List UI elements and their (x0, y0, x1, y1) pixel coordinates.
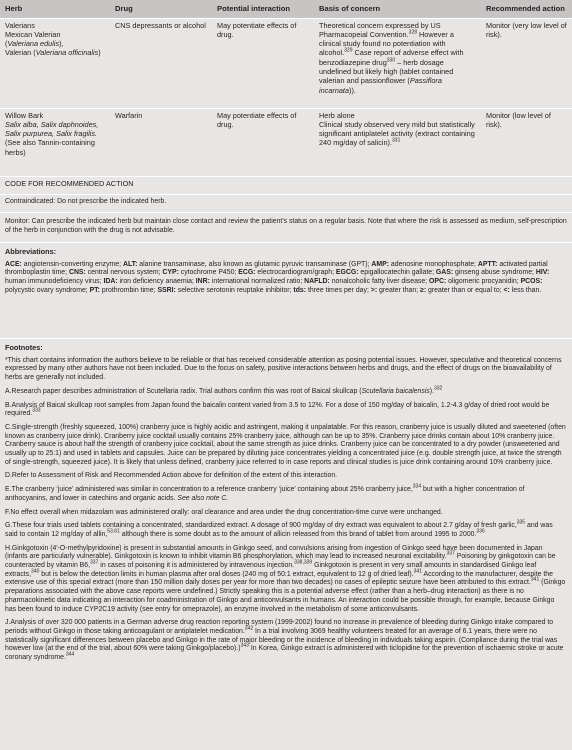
monitor-text: Monitor: Can prescribe the indicated herb but maintain close contact and review the patient's status on a regular basis. Note that where the risk is assessed as medium, self-prescription of the herb in conjunction with the drug is not advisable. (5, 218, 567, 234)
table-header-row (0, 0, 572, 18)
table-row (0, 108, 572, 176)
header-basis-of-concern: Basis of concern (314, 0, 481, 18)
code-title-section (0, 176, 572, 194)
footnote-item: *This chart contains information the authors believe to be reliable or that has received considerable attention as posing potential issues. However, speculative and theoretical concerns expressed by many other authors have not been included. Due to the focus on safety, positive interactions between herbs and drugs, and the effect of drugs on the bioavailability of herbs are generally not included. (5, 356, 562, 382)
interaction-cell: May potentiate effects of drug. (212, 18, 314, 108)
footnotes-title: Footnotes: (5, 343, 43, 352)
abbreviations-title: Abbreviations: (5, 247, 57, 256)
contraindicated-text: Contraindicated: Do not prescribe the indicated herb. (5, 198, 167, 205)
footnotes-list (5, 357, 567, 663)
header-herb: Herb (0, 0, 110, 18)
monitor-section (0, 212, 572, 242)
code-title: CODE FOR RECOMMENDED ACTION (5, 179, 134, 188)
abbreviations-body: ACE: angiotensin-converting enzyme; ALT: alanine transaminase, also known as glutamic pyruvic transaminase (GPT); AMP: adenosine monophosphate; APTT: activated partial thromboplastin time; CNS: central nervous system; CYP: cytochrome P450; ECG: electrocardiogram/graph; EGCG: epigallocatechin gallate; GAS: ginseng abuse syndrome; HIV: human immunodeficiency virus; IDA: iron deficiency anaemia; INR: international normalized ratio; NAFLD: nonalcoholic fatty liver disease; OPC: oligomeric procyanidin; PCOS: polycystic ovary syndrome; PT: prothrombin time; SSRI: selective serotonin reuptake inhibitor; tds: three times per day; >: greater than; ≥: greater than or equal to; <: less than. (5, 260, 550, 294)
action-cell: Monitor (low level of risk). (481, 108, 572, 176)
header-potential-interaction: Potential interaction (212, 0, 314, 18)
herb-cell: Valerians Mexican Valerian (Valeriana edulis), Valerian (Valeriana officinalis) (0, 18, 110, 108)
footnote-item: F.No effect overall when midazolam was administered orally: oral clearance and area under the drug concentration-time curve were unchanged. (5, 508, 443, 516)
basis-cell: Theoretical concern expressed by US Pharmacopeial Convention.$^{328}$ However a clinical study found no potentiation with alcohol.$^{329}$ Case report of adverse effect with benzodiazepine drug$^{330}$ – herb dosage undefined but likely high (tablet contained valerian and passionflower (Passiflora incarnata)). (314, 18, 481, 108)
table-row (0, 18, 572, 108)
action-cell: Monitor (very low level of risk). (481, 18, 572, 108)
abbreviations-section (0, 242, 572, 338)
footnote-item: D.Refer to Assessment of Risk and Recommended Action above for definition of the extent of this interaction. (5, 472, 338, 480)
footnote-item: C.Single-strength (freshly squeezed, 100%) cranberry juice is highly acidic and astringent, making it unpalatable. For this reason, cranberry juice is usually diluted and sweetened (often known as cranberry juice drink). Cranberry juice cocktail usually contains 25% cranberry juice, although can be up to 35%. Cranberry juice drinks contain about 10% cranberry juice. Cranberry sauce is about half the strength of cranberry juice cocktail, about the same strength as juice drinks. Cranberry juice can be concentrated to a dry powder (unsweetened and usually up to 25:1) and used in tablets and capsules. Juice can be prepared by diluting juice concentrates yielding a concentrated juice (e.g. double strength juice, at twice the strength of single-strength, squeezed juice). It is likely that unless defined, cranberry juice referred to in case reports and clinical studies is juice drink containing around 10% cranberry juice. (5, 423, 566, 466)
drug-cell: CNS depressants or alcohol (110, 18, 212, 108)
footnote-item: G.These four trials used tablets containing a concentrated, standardized extract. A dosage of 900 mg/day of dry extract was equivalent to about 2.7 g/day of fresh garlic,$^{335}$ and was said to contain 12 mg/day of allin,$^{53,61}$ although there is some doubt as to the amount of allicin released from this brand of tablet from around 1995 to 2000.$^{336}$ (5, 519, 553, 538)
basis-cell: Herb alone Clinical study observed very mild but statistically significant antiplatelet activity (extract containing 240 mg/day of salicin).$^{331}$ (314, 108, 481, 176)
footnote-item: H.Ginkgotoxin (4'-O-methylpyridoxine) is present in substantial amounts in Ginkgo seed, and convulsions arising from ingestion of Ginkgo seed have been documented in Japan (infants are particularly vulnerable). Ginkgotoxin is known to inhibit vitamin B6 phosphorylation, which may lead to increased neuronal excitability.$^{337}$ Poisoning by ginkgotoxin can be counteracted by vitamin B6,$^{337}$ in cases of poisoning it is administered by intravenous injection.$^{338,339}$ Ginkgotoxin is present in very small amounts in standardised Ginkgo leaf extracts,$^{340}$ but is below the detection limits in human plasma after oral doses (240 mg of 50:1 extract, equivalent to 12 g of dried leaf).$^{341}$ According to the manufacturer, despite the extensive use of this special extract (more than 150 million daily doses per year for more than two decades) no cases of epileptic seizure have been attributed to this extract.$^{341}$ (Ginkgo preparations associated with the above case reports were undefined.) Strictly speaking this is a potential adverse effect (rather than a herb–drug interaction) as there is no pharmacokinetic data indicating an interaction for coadministration of Ginkgo and anticonvulsants in humans. An interaction could be possible through, for example, because Ginkgo has been found to induce CYP2C19 activity (see entry for omeprazole), an enzyme involved in the metabolism of some anticonvulsants. (5, 544, 566, 613)
footnote-item: E.The cranberry ‘juice’ administered was similar in concentration to a reference cranberry ‘juice’ containing about 25% cranberry juice,$^{334}$ but with a higher concentration of anthocyanins, and lower in catechins and organic acids. See also note C. (5, 483, 525, 502)
footnote-item: A.Research paper describes administration of Scutellaria radix. Trial authors confirm this was root of Baical skullcap (Scutellaria baicalensis).$^{332}$ (5, 385, 443, 395)
footnote-item: J.Analysis of over 320 000 patients in a German adverse drug reaction reporting system (1999-2002) found no increase in prevalence of bleeding during Ginkgo intake compared to periods without Ginkgo in those taking anticoagulant or antiplatelet medication.$^{342}$ In a trial involving 3069 healthy volunteers treated for an average of 6.1 years, there were no statistically significant differences between placebo and Ginkgo in the rate of major bleeding or the incidence of bleeding in individuals taking aspirin. (Compliance during the trial was however low (at the end of the trial, about 60% were taking Ginkgo/placebo).)$^{343}$ In Korea, Ginkgo extract is administered with ticlopidine for the prevention of ischaemic stroke or acute coronary syndrome.$^{344}$ (5, 619, 564, 662)
footnotes-section (0, 338, 572, 666)
header-recommended-action: Recommended action (481, 0, 572, 18)
contraindicated-section (0, 194, 572, 212)
interaction-cell: May potentiate effects of drug. (212, 108, 314, 176)
footnote-item: B.Analysis of Baical skullcap root samples from Japan found the baicalin content varied from 3.5 to 12%. For a dose of 150 mg/day of baicalin, 1.2-4.3 g/day of dried root would be required.$^{333}$ (5, 401, 550, 418)
header-drug: Drug (110, 0, 212, 18)
herb-cell: Willow Bark Salix alba, Salix daphnoides, Salix purpurea, Salix fragilis. (See also Tannin-containing herbs) (0, 108, 110, 176)
drug-cell: Warfarin (110, 108, 212, 176)
herb-drug-interaction-table (0, 0, 572, 176)
